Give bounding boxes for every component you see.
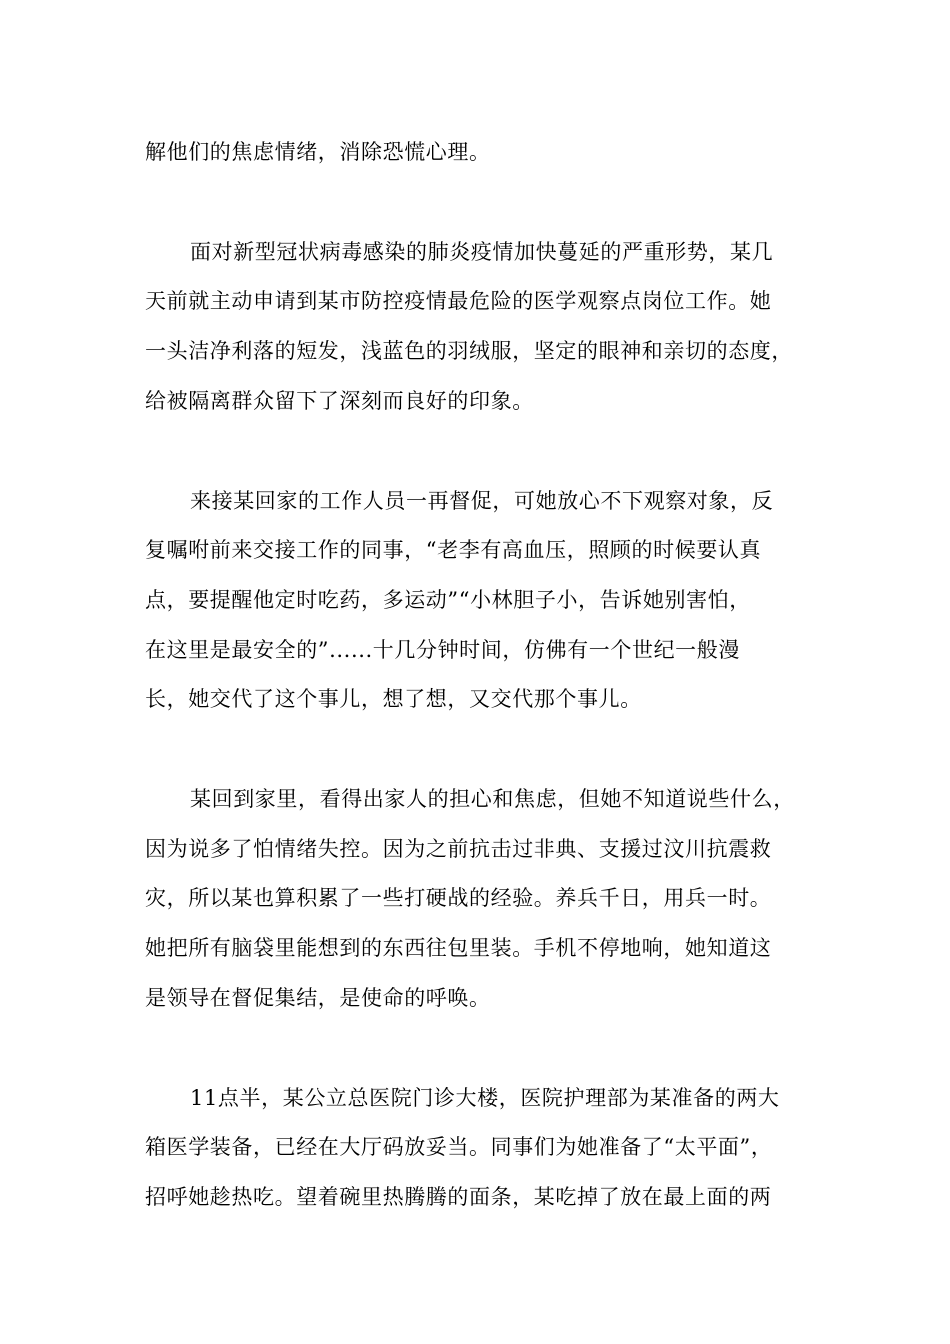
paragraph-3-line-1: 来接某回家的工作人员一再督促，可她放心不下观察对象，反 [190, 489, 774, 513]
paragraph-5-line-1: 11点半，某公立总医院门诊大楼，医院护理部为某准备的两大 [190, 1086, 780, 1110]
paragraph-4-line-3: 灾，所以某也算积累了一些打硬战的经验。养兵千日，用兵一时。 [145, 886, 772, 910]
paragraph-2-line-3: 一头洁净利落的短发，浅蓝色的羽绒服，坚定的眼神和亲切的态度， [145, 339, 793, 363]
paragraph-2-line-4: 给被隔离群众留下了深刻而良好的印象。 [145, 389, 534, 413]
paragraph-3-line-5: 长，她交代了这个事儿，想了想，又交代那个事儿。 [145, 687, 642, 711]
paragraph-3-line-3: 点，要提醒他定时吃药，多运动”“小林胆子小，告诉她别害怕， [145, 588, 751, 612]
paragraph-4-line-5: 是领导在督促集结，是使命的呼唤。 [145, 986, 491, 1010]
paragraph-4-line-1: 某回到家里，看得出家人的担心和焦虑，但她不知道说些什么， [190, 787, 795, 811]
paragraph-3-line-2: 复嘱咐前来交接工作的同事，“老李有高血压，照顾的时候要认真 [145, 538, 762, 562]
paragraph-2-line-1: 面对新型冠状病毒感染的肺炎疫情加快蔓延的严重形势，某几 [190, 240, 774, 264]
paragraph-2-line-2: 天前就主动申请到某市防控疫情最危险的医学观察点岗位工作。她 [145, 289, 772, 313]
paragraph-4-line-4: 她把所有脑袋里能想到的东西往包里装。手机不停地响，她知道这 [145, 936, 772, 960]
paragraph-5-line-3: 招呼她趁热吃。望着碗里热腾腾的面条，某吃掉了放在最上面的两 [145, 1185, 772, 1209]
paragraph-4-line-2: 因为说多了怕情绪失控。因为之前抗击过非典、支援过汶川抗震救 [145, 837, 772, 861]
paragraph-5-line-2: 箱医学装备，已经在大厅码放妥当。同事们为她准备了“太平面”， [145, 1135, 773, 1159]
paragraph-1-line-1: 解他们的焦虑情绪，消除恐慌心理。 [145, 140, 491, 164]
paragraph-3-line-4: 在这里是最安全的”......十几分钟时间，仿佛有一个世纪一般漫 [145, 638, 740, 662]
